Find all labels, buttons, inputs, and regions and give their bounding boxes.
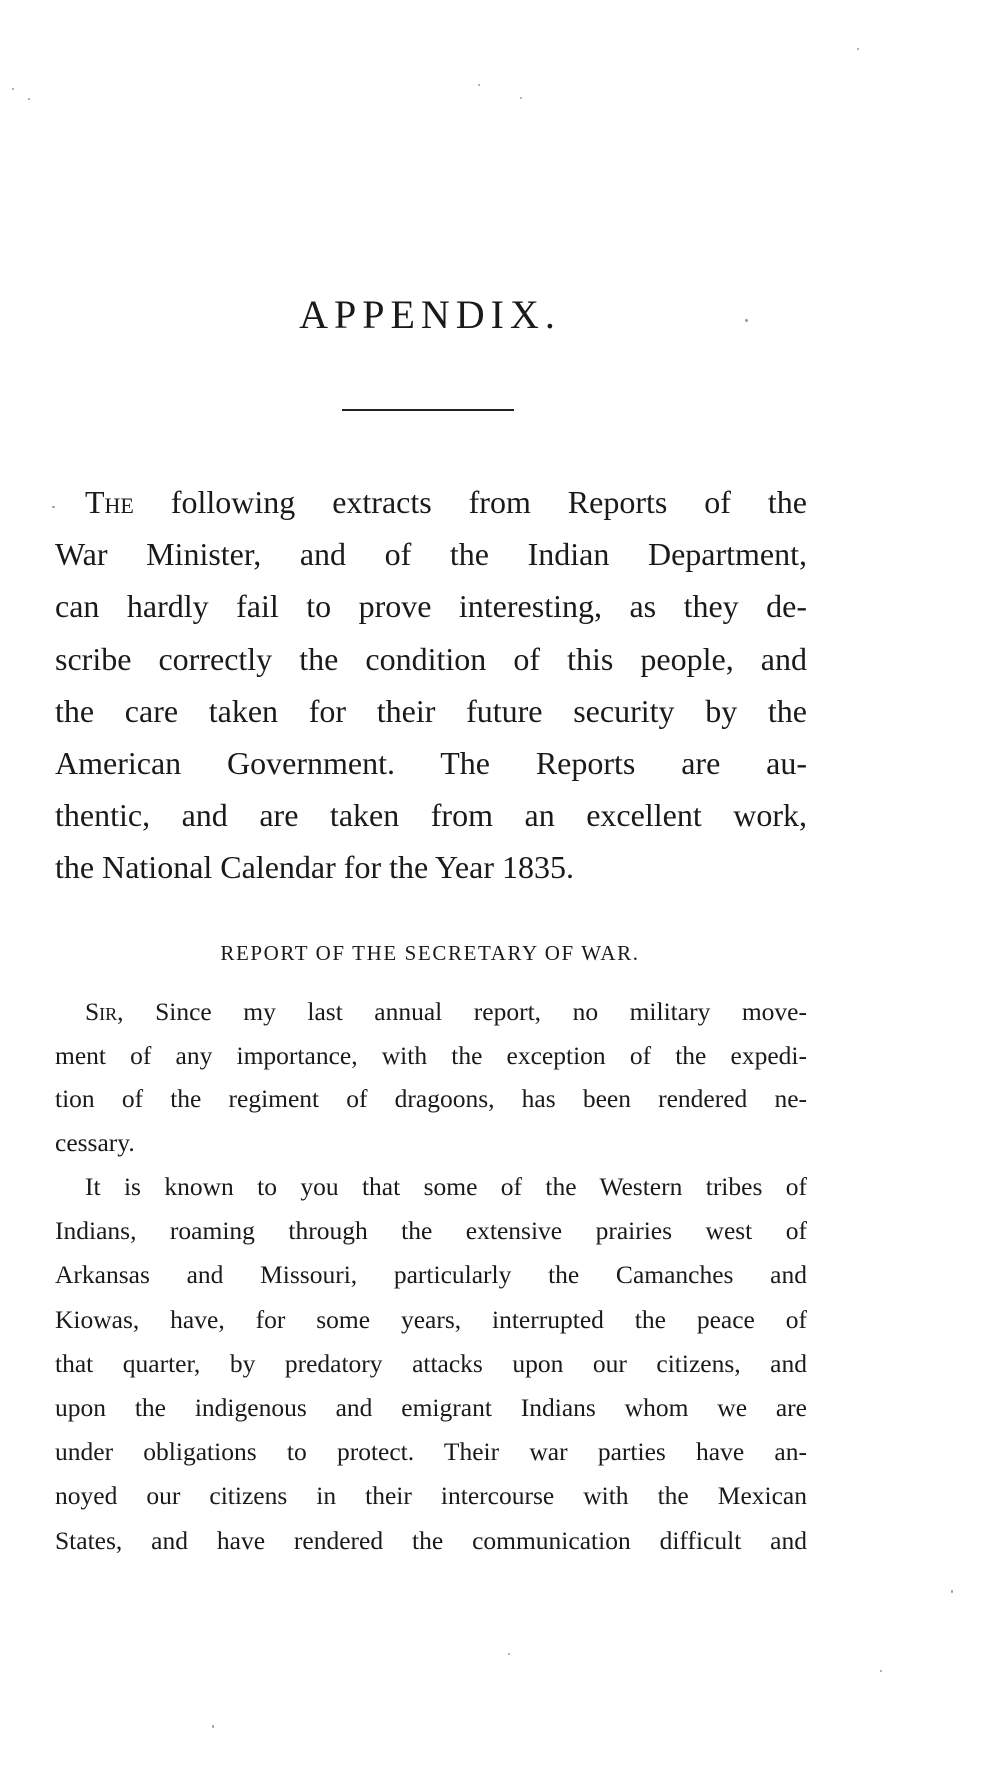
intro-line: War Minister, and of the Indian Department, <box>55 536 807 573</box>
report-line: States, and have rendered the communication difficult and <box>55 1525 807 1555</box>
scan-speck <box>520 97 522 99</box>
report-heading: REPORT OF THE SECRETARY OF WAR. <box>220 941 640 965</box>
report-paragraph-2 <box>55 1165 807 1563</box>
scan-speck <box>28 98 30 100</box>
intro-line <box>55 476 807 528</box>
scan-speck <box>508 1653 510 1655</box>
intro-line: thentic, and are taken from an excellent work, <box>55 797 807 834</box>
report-line: It is known to you that some of the Western tribes of <box>85 1172 807 1201</box>
intro-line: the care taken for their future security by the <box>55 692 807 729</box>
scan-speck <box>212 1725 214 1728</box>
report-line: under obligations to protect. Their war parties have an- <box>55 1437 807 1467</box>
scan-speck <box>880 1670 882 1672</box>
report-line-text: Since my last annual report, no military move- <box>123 997 807 1026</box>
report-line: Indians, roaming through the extensive prairies west of <box>55 1216 807 1246</box>
report-line: ment of any importance, with the exception of the expedi- <box>55 1040 807 1070</box>
intro-line: American Government. The Reports are au- <box>55 745 807 782</box>
report-line <box>55 990 807 1034</box>
scan-speck <box>857 48 859 50</box>
scan-speck <box>951 1590 953 1593</box>
report-line: tion of the regiment of dragoons, has been rendered ne- <box>55 1084 807 1113</box>
report-line: upon the indigenous and emigrant Indians whom we are <box>55 1393 807 1423</box>
report-line: noyed our citizens in their intercourse with the Mexican <box>55 1481 807 1511</box>
intro-line: the National Calendar for the Year 1835. <box>55 849 574 886</box>
scan-speck <box>478 84 480 86</box>
report-line: Arkansas and Missouri, particularly the Camanches and <box>55 1260 807 1290</box>
title-rule <box>342 409 514 411</box>
intro-line-text: following extracts from Reports of the <box>133 484 807 520</box>
report-line: Kiowas, have, for some years, interrupted the peace of <box>55 1304 807 1334</box>
page-title: APPENDIX. <box>299 292 561 337</box>
intro-first-word: The <box>85 484 134 520</box>
report-paragraph-1 <box>55 990 807 1164</box>
salutation: Sir, <box>85 997 124 1026</box>
report-line: that quarter, by predatory attacks upon our citizens, and <box>55 1348 807 1378</box>
intro-line: scribe correctly the condition of this people, and <box>55 640 807 677</box>
intro-paragraph <box>55 476 807 894</box>
scan-speck <box>12 88 14 90</box>
intro-line: can hardly fail to prove interesting, as they de- <box>55 588 807 625</box>
report-line: cessary. <box>55 1127 135 1157</box>
